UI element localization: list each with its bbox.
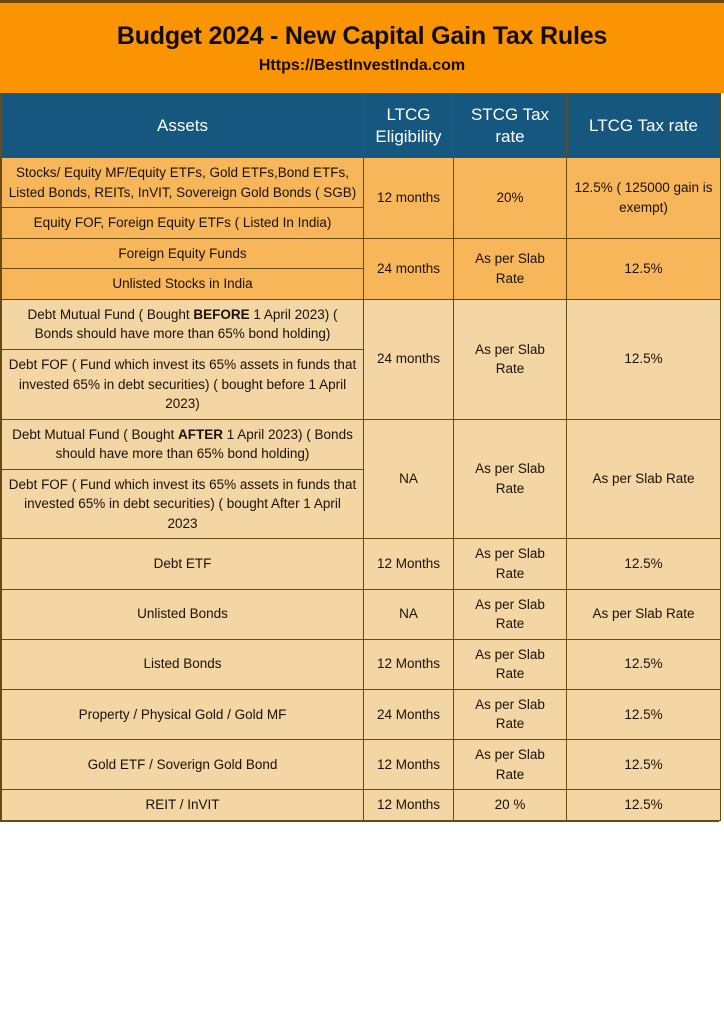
stcg-rate-cell: 20%	[454, 158, 567, 239]
asset-emphasis: AFTER	[178, 426, 223, 442]
asset-name-cell	[2, 589, 364, 639]
ltcg-rate-cell: 12.5% ( 125000 gain is exempt)	[567, 158, 721, 239]
page-title: Budget 2024 - New Capital Gain Tax Rules	[116, 22, 608, 50]
asset-text: Foreign Equity Funds	[118, 245, 247, 261]
table-row	[2, 419, 721, 469]
ltcg-eligibility-cell: 12 months	[364, 158, 454, 239]
asset-text: Gold ETF / Soverign Gold Bond	[87, 756, 278, 772]
asset-text: Debt Mutual Fund ( Bought	[12, 426, 178, 442]
asset-name-cell	[2, 238, 364, 269]
ltcg-eligibility-cell: 12 Months	[364, 790, 454, 821]
capital-gain-table	[1, 93, 721, 821]
column-header-ltcg-eligibility-line2: Eligibility	[375, 126, 442, 146]
ltcg-eligibility-cell: NA	[364, 589, 454, 639]
ltcg-eligibility-cell: 12 Months	[364, 539, 454, 589]
table-row	[2, 739, 721, 789]
asset-name-cell	[2, 208, 364, 239]
asset-name-cell	[2, 539, 364, 589]
ltcg-eligibility-cell: 24 Months	[364, 689, 454, 739]
asset-text: Debt ETF	[153, 556, 212, 572]
asset-text: 1 April 2023) ( Bonds should have more than 65% bond holding)	[34, 306, 338, 342]
ltcg-eligibility-cell: 12 Months	[364, 739, 454, 789]
table-header	[2, 94, 721, 158]
asset-name-cell	[2, 469, 364, 539]
asset-name-cell	[2, 158, 364, 208]
asset-text: REIT / InVIT	[145, 797, 220, 813]
ltcg-rate-cell: 12.5%	[567, 639, 721, 689]
capital-gain-table-wrapper	[0, 93, 719, 822]
asset-name-cell	[2, 790, 364, 821]
table-row	[2, 539, 721, 589]
table-body	[2, 158, 721, 821]
asset-text: Property / Physical Gold / Gold MF	[78, 706, 287, 722]
asset-text: Debt Mutual Fund ( Bought	[27, 306, 194, 322]
asset-emphasis: BEFORE	[193, 306, 250, 322]
ltcg-eligibility-cell: 24 months	[364, 299, 454, 419]
ltcg-eligibility-cell: NA	[364, 419, 454, 539]
table-header-row	[2, 94, 721, 158]
title-banner	[0, 0, 724, 93]
asset-name-cell	[2, 349, 364, 419]
ltcg-rate-cell: 12.5%	[567, 790, 721, 821]
ltcg-rate-cell: 12.5%	[567, 238, 721, 299]
stcg-rate-cell: As per Slab Rate	[454, 689, 567, 739]
asset-name-cell	[2, 269, 364, 300]
stcg-rate-cell: As per Slab Rate	[454, 419, 567, 539]
asset-text: Equity FOF, Foreign Equity ETFs ( Listed In India)	[33, 215, 332, 231]
asset-text: 1 April 2023) ( Bonds should have more than 65% bond holding)	[55, 426, 353, 462]
ltcg-eligibility-cell: 12 Months	[364, 639, 454, 689]
asset-text: Stocks/ Equity MF/Equity ETFs, Gold ETFs,Bond ETFs, Listed Bonds, REITs, InVIT, Sovereign Gold Bonds ( SGB)	[8, 165, 357, 200]
stcg-rate-cell: 20 %	[454, 790, 567, 821]
asset-name-cell	[2, 419, 364, 469]
ltcg-rate-cell: 12.5%	[567, 299, 721, 419]
table-row	[2, 589, 721, 639]
ltcg-rate-cell: As per Slab Rate	[567, 589, 721, 639]
table-row	[2, 639, 721, 689]
column-header-ltcg-rate: LTCG Tax rate	[567, 94, 721, 158]
stcg-rate-cell: As per Slab Rate	[454, 589, 567, 639]
ltcg-rate-cell: 12.5%	[567, 539, 721, 589]
asset-name-cell	[2, 299, 364, 349]
asset-text: Unlisted Bonds	[137, 606, 228, 622]
ltcg-eligibility-cell: 24 months	[364, 238, 454, 299]
stcg-rate-cell: As per Slab Rate	[454, 299, 567, 419]
column-header-ltcg-eligibility-line1: LTCG	[386, 105, 431, 125]
asset-text: Debt FOF ( Fund which invest its 65% assets in funds that invested 65% in debt securities) ( bought before 1 April 2023)	[8, 356, 357, 412]
asset-name-cell	[2, 739, 364, 789]
table-row	[2, 158, 721, 208]
column-header-stcg-rate-line2: rate	[495, 126, 525, 146]
stcg-rate-cell: As per Slab Rate	[454, 238, 567, 299]
column-header-ltcg-eligibility	[364, 94, 454, 158]
table-row	[2, 689, 721, 739]
asset-text: Listed Bonds	[143, 656, 222, 672]
table-row	[2, 238, 721, 269]
asset-text: Unlisted Stocks in India	[112, 276, 253, 292]
asset-name-cell	[2, 689, 364, 739]
column-header-assets: Assets	[2, 94, 364, 158]
table-row	[2, 299, 721, 349]
source-website: Https://BestInvestInda.com	[258, 57, 466, 74]
stcg-rate-cell: As per Slab Rate	[454, 639, 567, 689]
table-row	[2, 790, 721, 821]
asset-text: Debt FOF ( Fund which invest its 65% assets in funds that invested 65% in debt securities) ( bought After 1 April 2023	[8, 476, 357, 531]
column-header-stcg-rate-line1: STCG Tax	[470, 105, 550, 125]
stcg-rate-cell: As per Slab Rate	[454, 739, 567, 789]
asset-name-cell	[2, 639, 364, 689]
ltcg-rate-cell: 12.5%	[567, 689, 721, 739]
ltcg-rate-cell: As per Slab Rate	[567, 419, 721, 539]
stcg-rate-cell: As per Slab Rate	[454, 539, 567, 589]
ltcg-rate-cell: 12.5%	[567, 739, 721, 789]
column-header-stcg-rate	[454, 94, 567, 158]
